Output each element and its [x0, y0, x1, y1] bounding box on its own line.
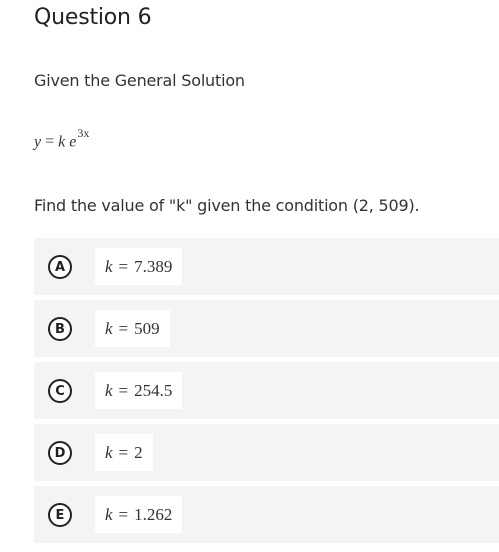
equation-lhs: y [34, 133, 42, 151]
equation-base: e [69, 133, 77, 151]
question-title: Question 6 [34, 5, 152, 30]
question-prompt: Find the value of "k" given the condition (2, 509). [34, 196, 420, 215]
option-answer [95, 248, 182, 285]
option-answer [95, 372, 182, 409]
answer-equals: = [118, 318, 129, 338]
answer-variable: k [105, 442, 113, 462]
answer-value: 7.389 [134, 256, 173, 276]
answer-value: 2 [134, 442, 143, 462]
option-answer [95, 434, 153, 471]
option-e[interactable] [34, 486, 499, 543]
option-a[interactable] [34, 238, 499, 295]
answer-variable: k [105, 504, 113, 524]
answer-options [34, 238, 499, 548]
option-letter-badge: B [48, 317, 72, 341]
answer-equals: = [118, 380, 129, 400]
answer-variable: k [105, 256, 113, 276]
answer-equals: = [118, 442, 129, 462]
option-answer [95, 310, 170, 347]
option-letter-badge: E [48, 503, 72, 527]
equation-exponent: 3x [77, 126, 90, 140]
general-solution-equation [34, 124, 89, 154]
question-intro: Given the General Solution [34, 71, 245, 90]
equation-equals: = [45, 133, 55, 151]
option-answer [95, 496, 182, 533]
answer-variable: k [105, 380, 113, 400]
option-b[interactable] [34, 300, 499, 357]
option-letter-badge: C [48, 379, 72, 403]
option-letter-badge: D [48, 441, 72, 465]
equation-k: k [58, 133, 66, 151]
answer-equals: = [118, 256, 129, 276]
answer-value: 254.5 [134, 380, 173, 400]
option-d[interactable] [34, 424, 499, 481]
option-c[interactable] [34, 362, 499, 419]
answer-value: 509 [134, 318, 160, 338]
answer-equals: = [118, 504, 129, 524]
option-letter-badge: A [48, 255, 72, 279]
answer-value: 1.262 [134, 504, 173, 524]
answer-variable: k [105, 318, 113, 338]
